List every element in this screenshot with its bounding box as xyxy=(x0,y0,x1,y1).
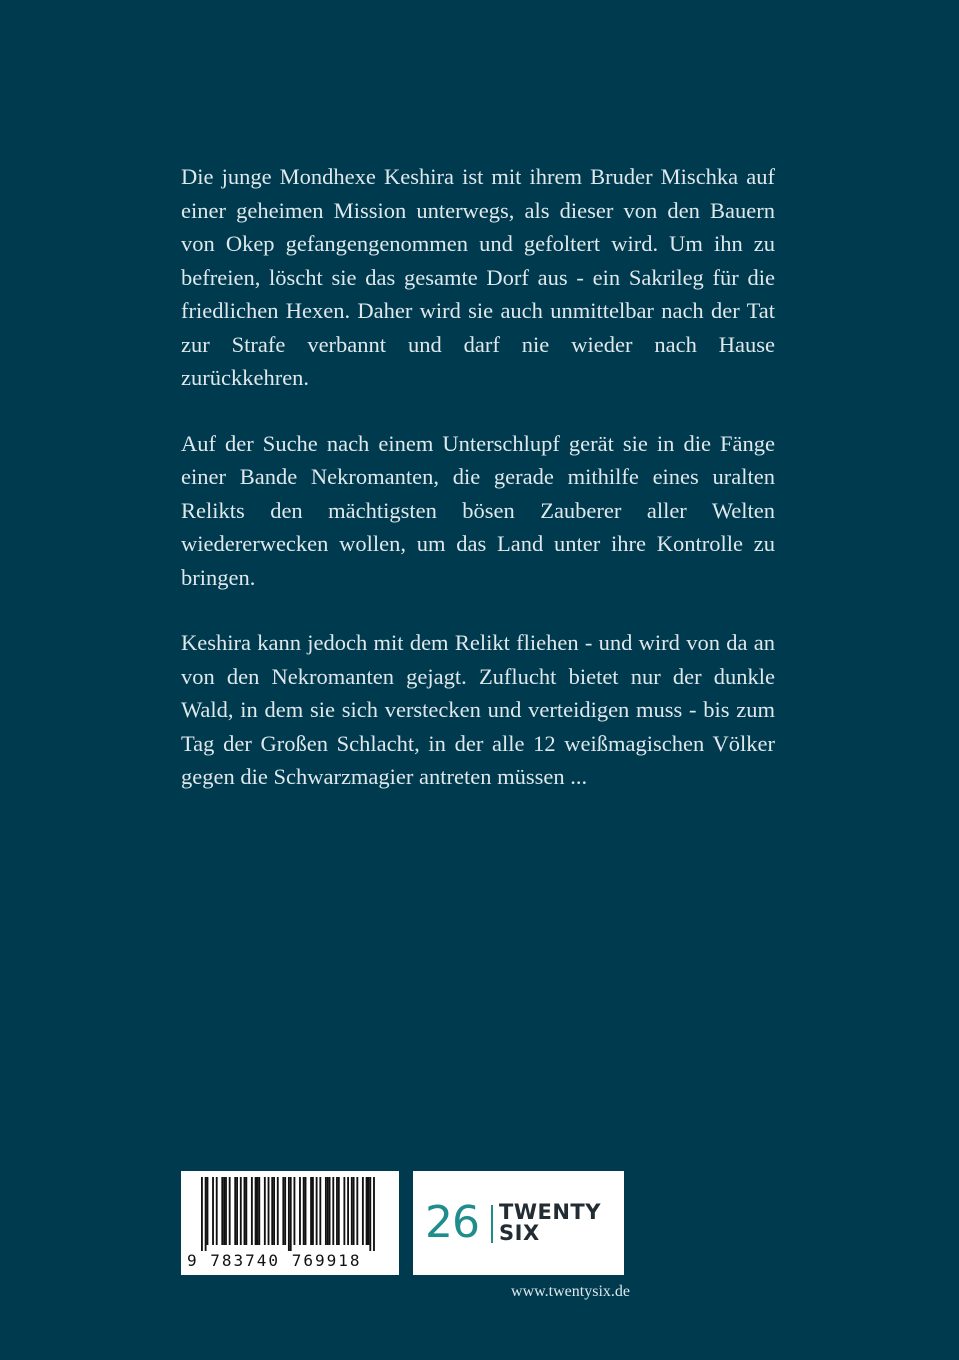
barcode-bar xyxy=(229,1177,231,1245)
isbn-digits: 9 783740 769918 xyxy=(187,1251,362,1270)
barcode-bar xyxy=(353,1177,355,1245)
barcode-bar xyxy=(244,1177,246,1245)
barcode-bar xyxy=(336,1177,338,1245)
barcode-bar xyxy=(240,1177,242,1245)
barcode-bar xyxy=(294,1177,296,1245)
barcode-bar xyxy=(255,1177,257,1245)
barcode-bar xyxy=(305,1177,307,1245)
back-cover-blurb xyxy=(181,160,775,826)
barcode-bar xyxy=(366,1177,368,1245)
barcode-bar xyxy=(264,1177,266,1245)
publisher-logo xyxy=(413,1171,624,1275)
barcode-bar xyxy=(356,1177,358,1245)
barcode-bar xyxy=(288,1177,290,1251)
barcode-bar xyxy=(205,1177,207,1251)
publisher-logo-word-2: SIX xyxy=(499,1221,540,1245)
barcode-bar xyxy=(327,1177,329,1245)
barcode-bar xyxy=(316,1177,318,1245)
barcode-bar xyxy=(362,1177,364,1245)
barcode-bar xyxy=(347,1177,349,1245)
barcode-bar xyxy=(332,1177,334,1245)
barcode-bar xyxy=(201,1177,203,1251)
blurb-paragraph-2: Auf der Suche nach einem Unterschlupf gerät sie in die Fänge einer Bande Nekromanten, die gerade mithilfe eines uralten Relikts den mächtigsten bösen Zauberer aller Welten wiedererwecken wollen, um das Land unter ihre Kontrolle zu bringen. xyxy=(181,430,775,590)
barcode-bar xyxy=(338,1177,340,1245)
barcode-bar xyxy=(277,1177,279,1245)
barcode-bar xyxy=(351,1177,353,1245)
barcode-bar xyxy=(319,1177,321,1245)
barcode-bar xyxy=(216,1177,218,1245)
barcode-bar xyxy=(268,1177,270,1245)
blurb-paragraph-3: Keshira kann jedoch mit dem Relikt fliehen - und wird von da an von den Nekromanten gejagt. Zuflucht bietet nur der dunkle Wald, in dem sie sich verstecken und verteidigen muss - bis zum Tag der Großen Schlacht, in der alle 12 weißmagischen Völker gegen die Schwarzmagier antreten müssen ... xyxy=(181,630,775,789)
barcode-bar xyxy=(258,1177,260,1245)
barcode-bar xyxy=(329,1177,331,1245)
barcode-bar xyxy=(343,1177,345,1245)
barcode-bar xyxy=(303,1177,305,1245)
barcode-bar xyxy=(207,1177,209,1245)
publisher-logo-word-1: TWENTY xyxy=(499,1200,601,1224)
barcode-bar xyxy=(273,1177,275,1245)
publisher-logo-divider xyxy=(491,1205,493,1243)
barcode-bar xyxy=(299,1177,301,1245)
barcode-bar xyxy=(223,1177,225,1245)
barcode-bar xyxy=(257,1177,259,1245)
barcode-bar xyxy=(251,1177,253,1245)
barcode-bar xyxy=(245,1177,247,1245)
barcode-bar xyxy=(368,1177,370,1245)
barcode-bar xyxy=(284,1177,286,1245)
barcode-bar xyxy=(373,1177,375,1251)
barcode-bar xyxy=(225,1177,227,1245)
barcode-bar xyxy=(221,1177,223,1245)
barcode-bar xyxy=(310,1177,312,1245)
barcode-bar xyxy=(271,1177,273,1245)
isbn-barcode xyxy=(181,1171,399,1275)
barcode-bar xyxy=(369,1177,371,1251)
publisher-url: www.twentysix.de xyxy=(511,1283,630,1300)
barcode-bars xyxy=(181,1171,399,1251)
barcode-bar xyxy=(325,1177,327,1245)
barcode-bar xyxy=(282,1177,284,1245)
publisher-logo-number: 26 xyxy=(425,1197,479,1248)
blurb-paragraph-1: Die junge Mondhexe Keshira ist mit ihrem Bruder Mischka auf einer geheimen Mission unterwegs, als dieser von den Bauern von Okep gefangengenommen und gefoltert wird. Um ihn zu befreien, löscht sie das gesamte Dorf aus - ein Sakrileg für die friedlichen Hexen. Daher wird sie auch unmittelbar nach der Tat zur Strafe verbannt und darf nie wieder nach Hause zurückkehren. xyxy=(181,164,775,390)
barcode-bar xyxy=(234,1177,236,1245)
barcode-bar xyxy=(212,1177,214,1245)
barcode-bar xyxy=(236,1177,238,1245)
barcode-bar xyxy=(312,1177,314,1245)
barcode-bar xyxy=(290,1177,292,1251)
